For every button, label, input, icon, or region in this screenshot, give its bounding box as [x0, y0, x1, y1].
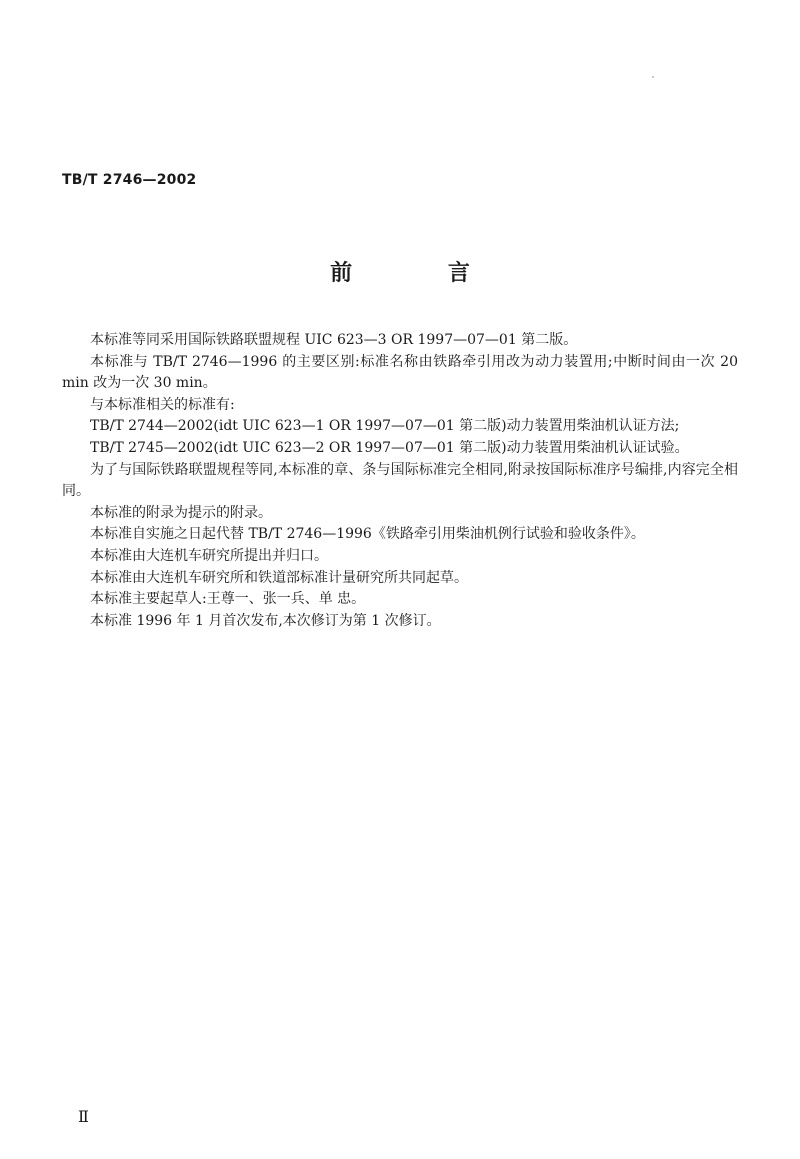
paragraph: 本标准自实施之日起代替 TB/T 2746—1996《铁路牵引用柴油机例行试验和验收条件》。 — [90, 526, 645, 543]
paragraph: 本标准由大连机车研究所和铁道部标准计量研究所共同起草。 — [90, 569, 468, 586]
page-title: 前 言 — [330, 261, 514, 286]
paragraph: 本标准 1996 年 1 月首次发布,本次修订为第 1 次修订。 — [90, 612, 441, 629]
standard-code: TB/T 2746—2002 — [62, 172, 197, 188]
page-number: Ⅱ — [78, 1107, 89, 1126]
paragraph: 为了与国际铁路联盟规程等同,本标准的章、条与国际标准完全相同,附录按国际标准序号编排,内容完全相同。 — [62, 461, 738, 500]
paragraph: 本标准与 TB/T 2746—1996 的主要区别:标准名称由铁路牵引用改为动力装置用;中断时间由一次 20 min 改为一次 30 min。 — [62, 353, 738, 392]
paragraph: TB/T 2744—2002(idt UIC 623—1 OR 1997—07—01 第二版)动力装置用柴油机认证方法; — [90, 418, 680, 435]
paragraph: 与本标准相关的标准有: — [90, 396, 235, 413]
paragraph: 本标准的附录为提示的附录。 — [90, 504, 272, 521]
paragraph: 本标准主要起草人:王尊一、张一兵、单 忠。 — [90, 591, 366, 608]
scan-speck — [652, 76, 654, 78]
paragraph: 本标准等同采用国际铁路联盟规程 UIC 623—3 OR 1997—07—01 第二版。 — [90, 332, 578, 348]
paragraph: 本标准由大连机车研究所提出并归口。 — [90, 547, 328, 564]
paragraph: TB/T 2745—2002(idt UIC 623—2 OR 1997—07—01 第二版)动力装置用柴油机认证试验。 — [90, 439, 689, 456]
foreword-body — [62, 330, 738, 632]
